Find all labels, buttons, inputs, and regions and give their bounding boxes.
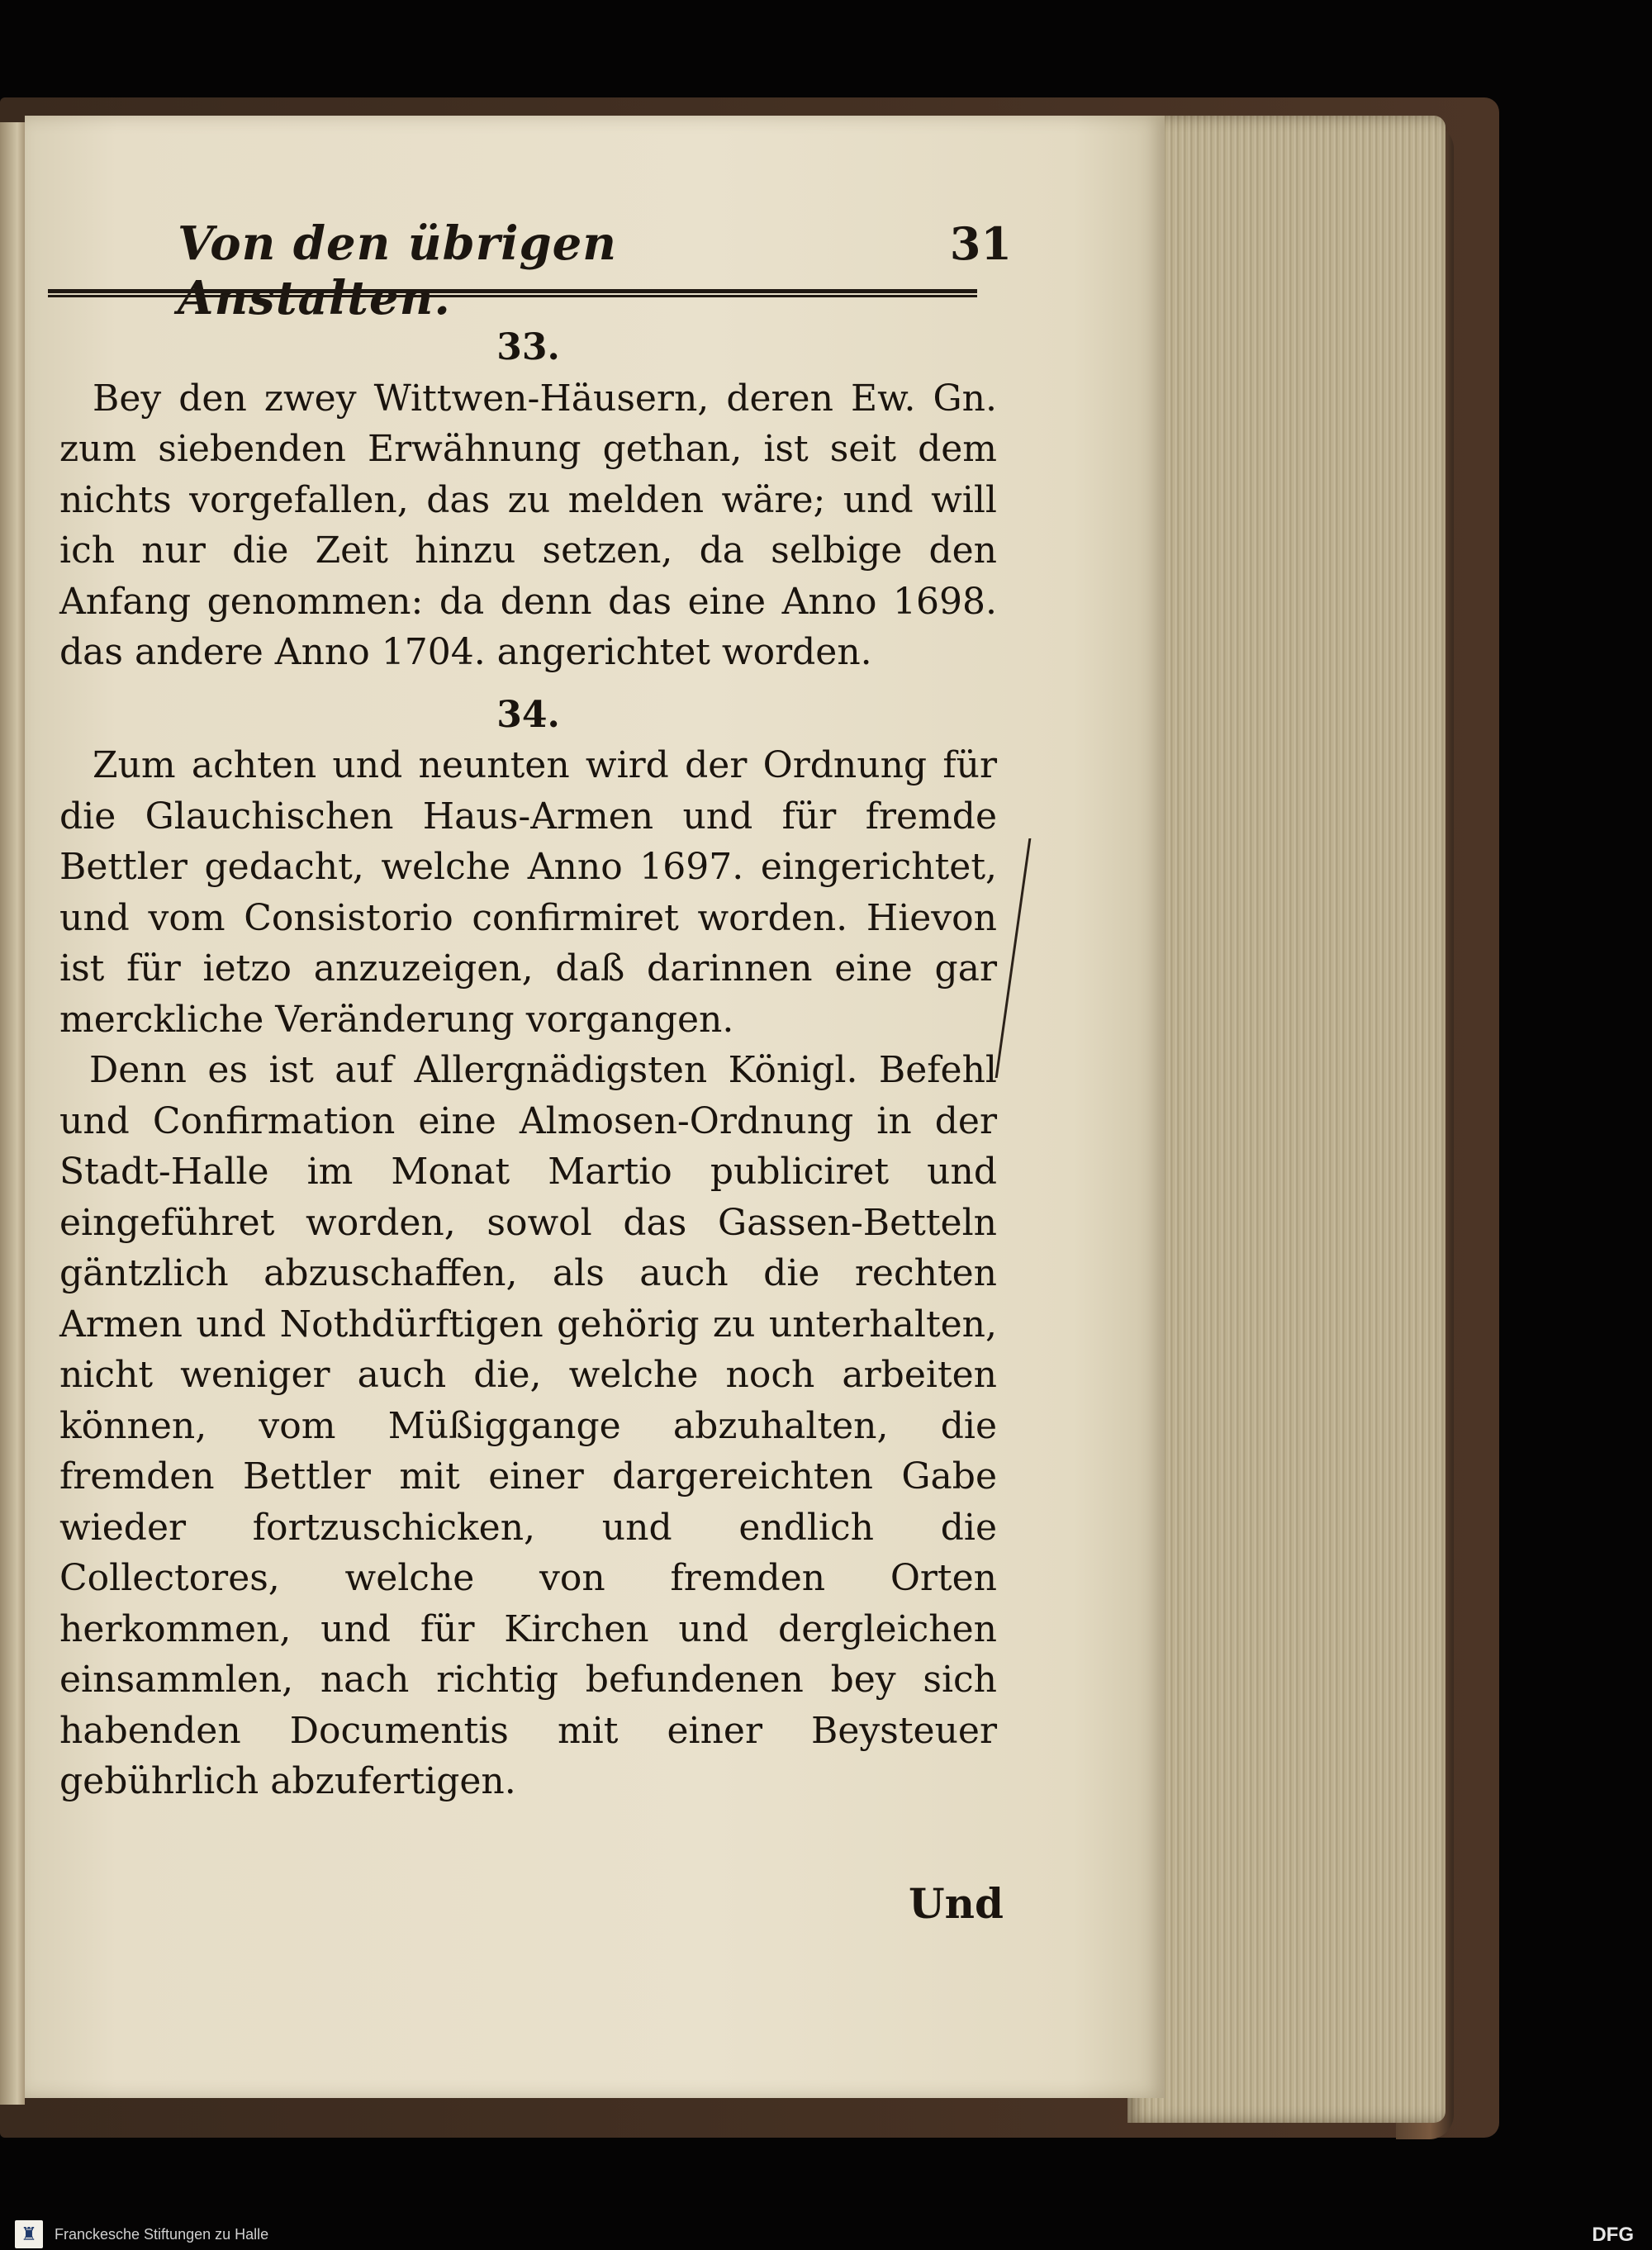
institution-logo-icon: ♜ — [15, 2220, 43, 2248]
paragraph: Zum achten und neunten wird der Ordnung für die Glauchischen Haus-Armen und für fremde Bettler gedacht, welche Anno 1697. eingerichtet, und vom Consistorio confirmiret worden. Hievon ist für ietzo anzuzeigen, daß darinnen eine gar merckliche Veränderung vorgangen. — [59, 744, 997, 1041]
page-number: 31 — [949, 217, 1012, 270]
paragraph: Denn es ist auf Allergnädigsten Königl. Befehl und Confirmation eine Almosen-Ordnung in der Stadt-Halle im Monat Martio publiciret und eingeführet worden, sowol das Gassen-Betteln gäntzlich abzuschaffen, als auch die rechten Armen und Nothdürftigen gehörig zu unterhalten, nicht weniger auch die, welche noch arbeiten können, vom Müßiggange abzuhalten, die fremden Bettler mit einer dargereichten Gabe wieder fortzuschicken, und endlich die Collectores, welche von fremden Orten herkommen, und für Kirchen und dergleichen einsammlen, nach richtig befundenen bey sich habenden Documentis mit einer Beysteuer gebührlich abzufertigen. — [59, 1049, 997, 1802]
page-header — [178, 216, 1012, 325]
section-number: 33. — [496, 326, 560, 368]
page-body — [59, 322, 997, 1807]
paragraph: Bey den zwey Wittwen-Häusern, deren Ew. Gn. zum siebenden Erwähnung gethan, ist seit dem nichts vorgefallen, das zu melden wäre; und will ich nur die Zeit hinzu setzen, da selbige den Anfang genommen: da denn das eine Anno 1698. das andere Anno 1704. angerichtet worden. — [59, 377, 997, 673]
running-title: Von den übrigen Anstalten. — [178, 216, 618, 325]
catchword: Und — [909, 1879, 1004, 1928]
section-number: 34. — [496, 693, 560, 736]
previous-page-edge — [0, 122, 25, 2105]
page-fore-edge — [1127, 116, 1446, 2123]
viewer-footer — [0, 2219, 1652, 2250]
institution-label: Franckesche Stiftungen zu Halle — [55, 2225, 269, 2243]
header-rule — [48, 289, 977, 297]
dfg-logo: DFG — [1592, 2224, 1634, 2246]
